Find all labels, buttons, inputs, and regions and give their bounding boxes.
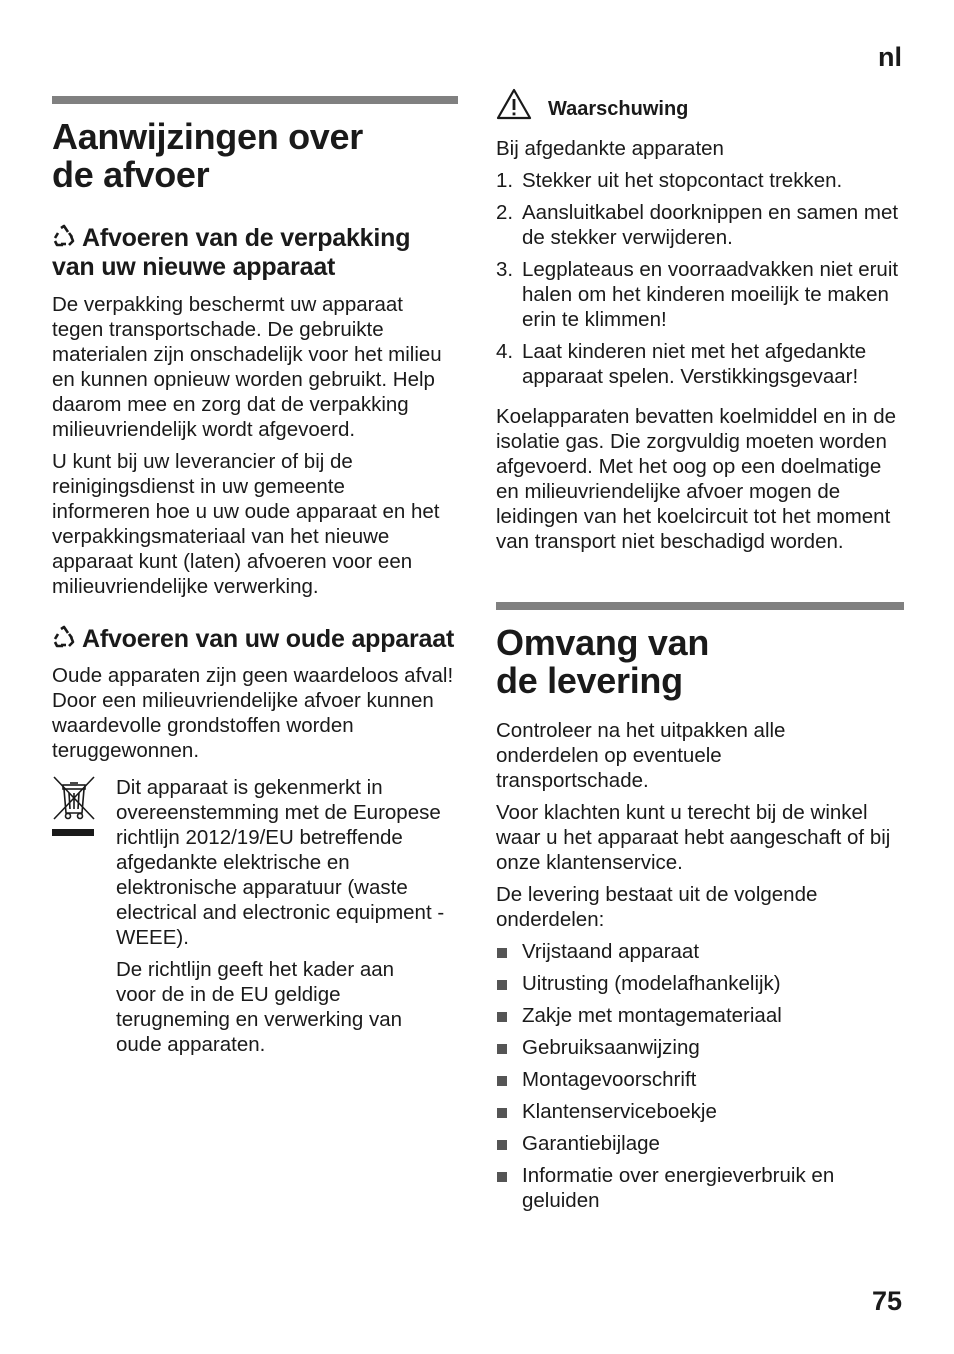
warning-triangle-icon <box>496 88 532 120</box>
square-bullet-icon <box>497 1172 507 1182</box>
delivery-paragraph-2: Voor klachten kunt u terecht bij de winkel waar u het apparaat hebt aangeschaft of bij onze klantenservice. <box>496 801 891 874</box>
page-number: 75 <box>871 1286 902 1316</box>
packaging-paragraph-1: De verpakking beschermt uw apparaat tegen transportschade. De gebruikte materialen zijn onschadelijk voor het milieu en kunnen opnieuw worden gebruikt. Help daarom mee en zorg dat de verpakking milieuvriendelijk wordt afgevoerd. <box>52 293 442 441</box>
square-bullet-icon <box>497 1044 507 1054</box>
refrigerant-note: Koelapparaten bevatten koelmiddel en in de isolatie gas. Die zorgvuldig moeten worden afgevoerd. Met het oog op een doelmatige en milieuvriendelijke afvoer mogen de leidingen van het koelcircuit tot het moment van transport niet beschadigd worden. <box>496 405 897 553</box>
old-appliance-paragraph: Oude apparaten zijn geen waardeloos afval! Door een milieuvriendelijke afvoer kunnen waardevolle grondstoffen worden teruggewonnen. <box>52 664 454 762</box>
list-item: Gebruiksaanwijzing <box>496 1035 904 1060</box>
delivery-title: Omvang van de levering <box>496 622 710 701</box>
warning-label: Waarschuwing <box>548 98 689 120</box>
square-bullet-icon <box>497 1140 507 1150</box>
list-item: Uitrusting (modelafhankelijk) <box>496 971 904 996</box>
square-bullet-icon <box>497 980 507 990</box>
square-bullet-icon <box>497 1076 507 1086</box>
warning-intro: Bij afgedankte apparaten <box>496 137 724 160</box>
list-item: 3. Legplateaus en voorraadvakken niet eruit halen om het kinderen moeilijk te maken erin te klimmen! <box>496 258 899 331</box>
list-item: Montagevoorschrift <box>496 1067 904 1092</box>
recycle-icon <box>52 625 76 649</box>
warning-header <box>496 88 904 120</box>
packaging-paragraph-2: U kunt bij uw leverancier of bij de reinigingsdienst in uw gemeente informeren hoe u uw oude apparaat en het verpakkingsmateriaal van het nieuwe apparaat kunt (laten) afvoeren voor een milieuvriendelijke verwerking. <box>52 450 440 598</box>
list-item: Informatie over energieverbruik en geluiden <box>496 1163 872 1213</box>
crossed-bin-icon <box>52 775 96 841</box>
list-item: Zakje met montagemateriaal <box>496 1003 904 1028</box>
square-bullet-icon <box>497 1012 507 1022</box>
weee-block <box>52 775 458 1057</box>
delivery-paragraph-3: De levering bestaat uit de volgende onderdelen: <box>496 883 818 931</box>
packaging-heading-text: Afvoeren van de verpakking van uw nieuwe apparaat <box>52 224 411 281</box>
list-item: Garantiebijlage <box>496 1131 904 1156</box>
left-column <box>52 96 458 1057</box>
list-item: Klantenserviceboekje <box>496 1099 904 1124</box>
packaging-heading <box>52 224 458 282</box>
square-bullet-icon <box>497 1108 507 1118</box>
warning-steps <box>496 168 904 389</box>
weee-paragraph-2: De richtlijn geeft het kader aan voor de in de EU geldige terugneming en verwerking van oude apparaten. <box>116 958 403 1056</box>
weee-bin-icon <box>52 775 116 1057</box>
old-appliance-heading-text: Afvoeren van uw oude apparaat <box>82 625 455 653</box>
square-bullet-icon <box>497 948 507 958</box>
delivery-items <box>496 939 904 1213</box>
delivery-paragraph-1: Controleer na het uitpakken alle onderdelen op eventuele transportschade. <box>496 719 786 792</box>
weee-paragraph-1: Dit apparaat is gekenmerkt in overeenstemming met de Europese richtlijn 2012/19/EU betreffende afgedankte elektrische en elektronische apparatuur (waste electrical and electronic equipment - WEEE). <box>116 776 445 949</box>
right-column <box>496 88 904 1213</box>
list-item: 2. Aansluitkabel doorknippen en samen met de stekker verwijderen. <box>496 201 899 249</box>
old-appliance-heading <box>52 625 458 654</box>
recycle-icon <box>52 224 76 248</box>
list-item: 4. Laat kinderen niet met het afgedankte apparaat spelen. Verstikkingsgevaar! <box>496 340 867 388</box>
language-code: nl <box>878 42 902 72</box>
disposal-title: Aanwijzingen over de afvoer <box>52 116 363 195</box>
section-rule <box>496 602 904 610</box>
list-item: 1. Stekker uit het stopcontact trekken. <box>496 169 843 192</box>
list-item: Vrijstaand apparaat <box>496 939 904 964</box>
section-rule <box>52 96 458 104</box>
